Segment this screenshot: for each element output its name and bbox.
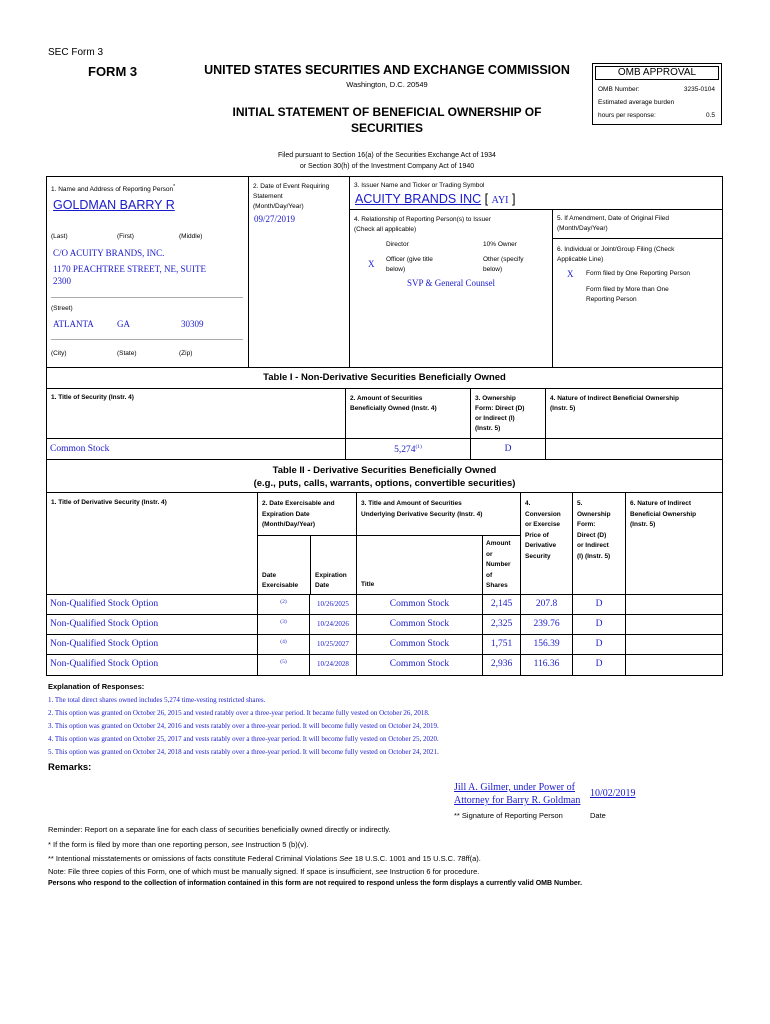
filing-type-label2: Applicable Line) — [557, 256, 604, 263]
one-person-check: X — [567, 269, 574, 279]
row-price: 156.39 — [533, 639, 560, 649]
table2-col-conversion4: Price of — [525, 531, 549, 539]
table1-row-amount: 5,274 — [394, 445, 416, 456]
table1-row-footnote: (1) — [415, 444, 422, 450]
city-value: ATLANTA — [53, 319, 94, 329]
table2-sub-amount2: or — [486, 550, 493, 558]
zip-value: 30309 — [181, 319, 204, 329]
table2-col-nature1: 6. Nature of Indirect — [630, 500, 692, 507]
table2-sub-amount1: Amount — [486, 540, 511, 547]
table2-col-title: 1. Title of Derivative Security (Instr. 4) — [51, 499, 167, 506]
table2-col-dates2: Expiration Date — [262, 510, 310, 518]
table1-col-amount2: Beneficially Owned (Instr. 4) — [350, 405, 437, 412]
address-line2: 1170 PEACHTREE STREET, NE, SUITE — [53, 264, 206, 274]
table2-col-ownership4: Direct (D) — [577, 531, 607, 539]
explanation-heading: Explanation of Responses: — [48, 682, 145, 691]
footnote-text: ** Intentional misstatements or omissions of facts constitute Federal Criminal Violations — [48, 854, 340, 863]
table2-col-conversion3: or Exercise — [525, 521, 561, 528]
date-label: Date — [590, 811, 606, 820]
state-label: (State) — [117, 350, 137, 357]
footnote-copies — [48, 867, 479, 876]
row-footnote: (2) — [280, 599, 287, 605]
table1-col-title: 1. Title of Security (Instr. 4) — [51, 394, 134, 401]
table1-col-nature2: (Instr. 5) — [550, 405, 576, 412]
divider — [51, 297, 243, 298]
table2-title — [46, 459, 723, 493]
row-form: D — [595, 619, 603, 629]
row-title: Non-Qualified Stock Option — [50, 599, 159, 609]
table2-col-conversion2: Conversion — [525, 510, 561, 518]
table1-row-title: Common Stock — [50, 444, 110, 454]
signature-name[interactable] — [454, 781, 580, 807]
sec-form-label: SEC Form 3 — [48, 47, 104, 58]
middle-label: (Middle) — [179, 233, 203, 240]
omb-number-label: OMB Number: — [598, 86, 640, 93]
row-underlying: Common Stock — [389, 599, 450, 609]
table1-col-nature1: 4. Nature of Indirect Beneficial Ownership — [550, 395, 679, 402]
explanation-note: 3. This option was granted on October 24, 2016 and vests ratably over a three-year period. It will become fully vested on October 24, 2019. — [48, 722, 439, 730]
relationship-label1: 4. Relationship of Reporting Person(s) to Issuer — [354, 216, 491, 223]
table1-col-form3: or Indirect (I) — [475, 415, 515, 422]
ticker-symbol: AYI — [491, 195, 509, 206]
row-form: D — [595, 599, 603, 609]
row-underlying: Common Stock — [389, 659, 450, 669]
filing-type-label1: 6. Individual or Joint/Group Filing (Check — [557, 246, 675, 253]
omb-number: 3235-0104 — [683, 86, 715, 93]
street-label: (Street) — [51, 305, 73, 312]
table2-col-nature2: Beneficial Ownership — [630, 510, 697, 518]
table2-sub-amount5: Shares — [486, 582, 508, 589]
row-price: 116.36 — [533, 659, 560, 669]
footnote-see: See — [339, 854, 353, 863]
last-label: (Last) — [51, 233, 68, 240]
table2-col-ownership1: 5. — [577, 500, 583, 507]
explanation-note: 4. This option was granted on October 25, 2017 and vests ratably over a three-year period. It will become fully vested on October 25, 2020. — [48, 735, 439, 743]
first-label: (First) — [117, 233, 134, 240]
footnote-star: * — [173, 184, 176, 190]
footnote-text: Instruction 6 for procedure. — [387, 867, 480, 876]
row-amount: 1,751 — [490, 639, 513, 649]
omb-title: OMB APPROVAL — [595, 66, 719, 80]
table2-col-conversion5: Derivative — [525, 542, 557, 549]
bracket-close: ] — [511, 192, 516, 206]
table2-title-line1: Table II - Derivative Securities Beneficially Owned — [272, 465, 497, 476]
table2-col-underlying2: Underlying Derivative Security (Instr. 4) — [361, 510, 483, 518]
event-date-label2: Statement — [253, 193, 283, 200]
divider — [357, 535, 520, 536]
row-expiration: 10/24/2026 — [317, 620, 349, 628]
table2-title-line2: (e.g., puts, calls, warrants, options, convertible securities) — [253, 478, 516, 489]
row-amount: 2,936 — [490, 659, 513, 669]
signature-date[interactable]: 10/02/2019 — [590, 788, 636, 799]
table2-col-conversion6: Security — [525, 552, 551, 560]
event-date-label3: (Month/Day/Year) — [253, 203, 304, 210]
footnote-violations — [48, 854, 481, 863]
table1-col-form1: 3. Ownership — [475, 395, 516, 402]
more-than-one-label1: Form filed by More than One — [586, 286, 669, 293]
table1-row-form: D — [504, 444, 512, 454]
omb-burden-label: Estimated average burden — [598, 99, 675, 106]
officer-label2: below) — [386, 266, 406, 273]
row-price: 239.76 — [533, 619, 560, 629]
event-date-label1: 2. Date of Event Requiring — [253, 183, 330, 190]
statement-title-line1: INITIAL STATEMENT OF BENEFICIAL OWNERSHIP OF — [232, 105, 542, 119]
divider — [310, 535, 311, 595]
table2-sub-amount3: Number — [486, 561, 511, 568]
table2-col-underlying1: 3. Title and Amount of Securities — [361, 500, 462, 507]
relationship-box — [349, 209, 553, 368]
ten-percent-owner-label: 10% Owner — [483, 241, 517, 248]
divider — [258, 535, 356, 536]
table1-col-form2: Form: Direct (D) — [475, 405, 525, 412]
table2-col-conversion1: 4. — [525, 500, 531, 507]
reporting-person-label: 1. Name and Address of Reporting Person — [51, 186, 174, 194]
table2-sub-title: Title — [361, 581, 375, 588]
omb-hours-value: 0.5 — [705, 112, 715, 119]
explanation-note: 1. The total direct shares owned includes 5,274 time-vesting restricted shares. — [48, 696, 266, 704]
one-person-label: Form filed by One Reporting Person — [586, 270, 691, 277]
table2-col-ownership3: Form: — [577, 521, 596, 528]
row-footnote: (5) — [280, 659, 287, 665]
table2-sub-expiration1: Expiration — [315, 572, 347, 579]
row-form: D — [595, 659, 603, 669]
footnote-text: Note: File three copies of this Form, one of which must be manually signed. If space is insufficient, — [48, 867, 376, 876]
row-footnote: (3) — [280, 619, 287, 625]
explanation-note: 5. This option was granted on October 24, 2018 and vests ratably over a three-year period. It will become fully vested on October 24, 2021. — [48, 748, 439, 756]
event-date-value: 09/27/2019 — [254, 214, 296, 224]
reporting-person-box — [46, 176, 249, 368]
officer-title: SVP & General Counsel — [407, 278, 495, 288]
filed-pursuant-line2: or Section 30(h) of the Investment Company Act of 1940 — [299, 163, 475, 170]
filed-pursuant-line1: Filed pursuant to Section 16(a) of the Securities Exchange Act of 1934 — [278, 152, 496, 159]
row-amount: 2,325 — [490, 619, 513, 629]
address-line1: C/O ACUITY BRANDS, INC. — [53, 248, 165, 258]
other-label2: below) — [483, 266, 503, 273]
row-amount: 2,145 — [490, 599, 513, 609]
omb-notice: Persons who respond to the collection of information contained in this form are not required to respond unless the form displays a currently valid OMB Number. — [48, 880, 583, 887]
table1-col-amount1: 2. Amount of Securities — [350, 395, 423, 402]
bracket-open: [ — [484, 192, 489, 206]
event-date-box — [248, 176, 350, 368]
row-title: Non-Qualified Stock Option — [50, 659, 159, 669]
table2-sub-date-exercisable1: Date — [262, 572, 277, 579]
amendment-label2: (Month/Day/Year) — [557, 225, 608, 232]
director-label: Director — [386, 241, 409, 248]
row-expiration: 10/24/2028 — [317, 660, 349, 668]
row-expiration: 10/26/2025 — [317, 600, 349, 608]
row-underlying: Common Stock — [389, 619, 450, 629]
divider — [482, 535, 483, 595]
footnote-text: Instruction 5 (b)(v). — [243, 840, 309, 849]
table2-col-nature3: (Instr. 5) — [630, 521, 656, 528]
address-line3: 2300 — [53, 276, 71, 286]
table-row — [46, 438, 346, 460]
row-price: 207.8 — [535, 599, 558, 609]
more-than-one-label2: Reporting Person — [586, 296, 637, 303]
officer-label1: Officer (give title — [386, 256, 433, 263]
zip-label: (Zip) — [179, 350, 193, 357]
officer-check: X — [368, 259, 375, 269]
signature-label: ** Signature of Reporting Person — [454, 811, 563, 820]
footnote-multiple-persons — [48, 840, 309, 849]
row-underlying: Common Stock — [389, 639, 450, 649]
signature-line2: Attorney for Barry R. Goldman — [454, 795, 581, 806]
issuer-label: 3. Issuer Name and Ticker or Trading Symbol — [354, 182, 485, 189]
row-expiration: 10/25/2027 — [317, 640, 349, 648]
omb-approval-box — [592, 63, 722, 125]
omb-hours-label: hours per response: — [598, 112, 656, 119]
table2-sub-date-exercisable2: Exercisable — [262, 582, 299, 589]
state-value: GA — [117, 319, 130, 329]
form-title: FORM 3 — [88, 64, 138, 79]
table2-col-ownership2: Ownership — [577, 510, 611, 518]
table2-col-dates3: (Month/Day/Year) — [262, 521, 316, 528]
footnote-see: see — [231, 840, 244, 849]
table1-col-form4: (Instr. 5) — [475, 425, 501, 432]
amendment-box — [552, 209, 723, 239]
footnote-see: see — [375, 867, 388, 876]
row-title: Non-Qualified Stock Option — [50, 639, 159, 649]
commission-city: Washington, D.C. 20549 — [346, 80, 428, 89]
table2-col-dates1: 2. Date Exercisable and — [262, 500, 335, 507]
filing-type-box — [552, 238, 723, 368]
table1-title: Table I - Non-Derivative Securities Beneficially Owned — [46, 367, 723, 389]
row-title: Non-Qualified Stock Option — [50, 619, 159, 629]
reminder-text: Reminder: Report on a separate line for each class of securities beneficially owned directly or indirectly. — [48, 825, 391, 834]
row-form: D — [595, 639, 603, 649]
issuer-box — [349, 176, 723, 210]
footnote-text: * If the form is filed by more than one reporting person, — [48, 840, 232, 849]
divider — [51, 339, 243, 340]
commission-title: UNITED STATES SECURITIES AND EXCHANGE COMMISSION — [204, 63, 570, 77]
relationship-label2: (Check all applicable) — [354, 226, 417, 233]
footnote-text: 18 U.S.C. 1001 and 15 U.S.C. 78ff(a). — [352, 854, 481, 863]
statement-title-line2: SECURITIES — [350, 121, 423, 135]
issuer-name[interactable]: ACUITY BRANDS INC — [355, 192, 482, 206]
city-label: (City) — [51, 350, 67, 357]
table2-sub-expiration2: Date — [315, 582, 330, 589]
table2-sub-amount4: of — [486, 571, 493, 579]
explanation-note: 2. This option was granted on October 26, 2015 and vested ratably over a three-year period. It became fully vested on October 26, 2018. — [48, 709, 430, 717]
table2-col-ownership5: or Indirect — [577, 542, 609, 549]
reporting-person-name[interactable]: GOLDMAN BARRY R — [53, 198, 175, 212]
amendment-label1: 5. If Amendment, Date of Original Filed — [557, 215, 669, 222]
row-footnote: (4) — [280, 639, 287, 645]
table2-col-ownership6: (I) (Instr. 5) — [577, 552, 611, 560]
other-label1: Other (specify — [483, 256, 524, 263]
remarks-heading: Remarks: — [48, 762, 92, 773]
signature-line1: Jill A. Gilmer, under Power of — [454, 782, 575, 793]
